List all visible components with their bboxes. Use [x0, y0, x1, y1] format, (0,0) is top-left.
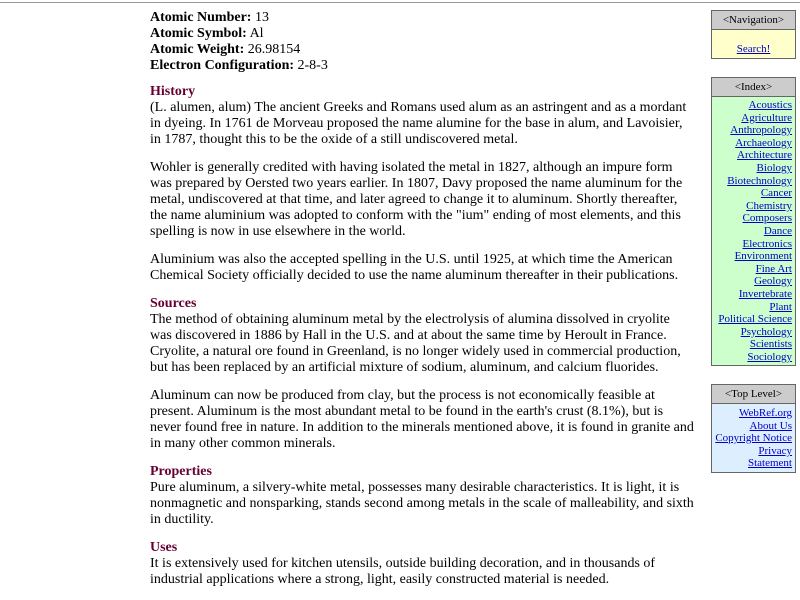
- index-item-link[interactable]: Archaeology: [735, 136, 792, 149]
- fact-atomic-number: Atomic Number: 13: [150, 10, 269, 25]
- index-item-link[interactable]: Biology: [756, 161, 792, 174]
- toplevel-item-link[interactable]: Privacy Statement: [748, 444, 792, 470]
- toplevel-header: <Top Level>: [712, 385, 795, 404]
- top-divider: [0, 2, 800, 3]
- fact-atomic-weight: Atomic Weight: 26.98154: [150, 42, 301, 57]
- properties-heading: Properties: [150, 464, 212, 479]
- navigation-box: [711, 10, 796, 59]
- search-link[interactable]: Search!: [736, 43, 771, 55]
- index-item-link[interactable]: Acoustics: [748, 99, 792, 111]
- index-item-link[interactable]: Cancer: [760, 187, 792, 200]
- index-box: [711, 77, 796, 366]
- toplevel-item-link[interactable]: WebRef.org: [739, 407, 792, 419]
- navigation-header: <Navigation>: [712, 11, 795, 30]
- index-item-link[interactable]: Fine Art: [755, 262, 792, 275]
- index-item-link[interactable]: Composers: [742, 212, 792, 225]
- toplevel-item-link[interactable]: About Us: [749, 419, 792, 432]
- fact-atomic-symbol: Atomic Symbol: Al: [150, 26, 264, 41]
- properties-section: [150, 464, 695, 528]
- history-paragraph: (L. alumen, alum) The ancient Greeks and Romans used alum as an astringent and as a mordant in dyeing. In 1761 de Morveau proposed the name alumine for the base in alum, and Lavoisier, in 1787, thought this to be the oxide of a still undiscovered metal.: [150, 100, 687, 147]
- index-item-link[interactable]: Political Science: [718, 313, 792, 326]
- index-list: [712, 97, 795, 365]
- index-item-link[interactable]: Architecture: [737, 149, 792, 162]
- index-item-link[interactable]: Plant: [769, 300, 792, 313]
- toplevel-box: [711, 384, 796, 473]
- navigation-body: [712, 30, 795, 58]
- index-item-link[interactable]: Scientists: [749, 338, 792, 351]
- uses-heading: Uses: [150, 540, 178, 555]
- sources-paragraph: The method of obtaining aluminum metal by the electrolysis of alumina dissolved in cryolite was discovered in 1886 by Hall in the U.S. and at about the same time by Heroult in France. Cryolite, a natural ore found in Greenland, is no longer widely used in commercial production, but has been replaced by an artificial mixture of sodium, aluminum, and calcium fluorides.: [150, 312, 681, 375]
- toplevel-item-link[interactable]: Copyright Notice: [715, 432, 792, 445]
- history-heading: History: [150, 84, 196, 99]
- index-header: <Index>: [712, 78, 795, 97]
- index-item-link[interactable]: Invertebrate: [738, 287, 792, 300]
- index-item-link[interactable]: Agriculture: [741, 111, 792, 124]
- index-item-link[interactable]: Biotechnology: [727, 174, 792, 187]
- history-paragraph: Aluminium was also the accepted spelling in the U.S. until 1925, at which time the American Chemical Society officially decided to use the name aluminum thereafter in their publications.: [150, 252, 679, 283]
- index-item-link[interactable]: Psychology: [740, 325, 792, 338]
- sources-section: [150, 296, 695, 452]
- fact-electron-configuration: Electron Configuration: 2-8-3: [150, 58, 328, 73]
- history-section: [150, 84, 695, 284]
- index-item-link[interactable]: Geology: [754, 275, 792, 288]
- sources-paragraph: Aluminum can now be produced from clay, but the process is not economically feasible at present. Aluminum is the most abundant metal to be found in the earth's crust (8.1%), but is never found free in nature. In addition to the minerals mentioned above, it is found in granite and in many other common minerals.: [150, 388, 694, 451]
- uses-section: [150, 540, 695, 588]
- properties-paragraph: Pure aluminum, a silvery-white metal, possesses many desirable characteristics. It is light, it is nonmagnetic and nonsparking, stands second among metals in the scale of malleability, and sixth in ductility.: [150, 480, 694, 527]
- index-item-link[interactable]: Anthropology: [730, 124, 792, 137]
- uses-paragraph: It is extensively used for kitchen utensils, outside building decoration, and in thousands of industrial applications where a strong, light, easily constructed material is needed.: [150, 556, 656, 587]
- index-item-link[interactable]: Sociology: [747, 350, 792, 363]
- index-item-link[interactable]: Chemistry: [746, 199, 792, 212]
- index-item-link[interactable]: Dance: [763, 224, 792, 237]
- sources-heading: Sources: [150, 296, 197, 311]
- toplevel-list: [712, 404, 795, 472]
- history-paragraph: Wohler is generally credited with having isolated the metal in 1827, although an impure form was prepared by Oersted two years earlier. In 1807, Davy proposed the name aluminum for the metal, undiscovered at that time, and later agreed to change it to aluminum. Shortly thereafter, the name aluminium was adopted to conform with the "ium" ending of most elements, and this spelling is now in use elsewhere in the world.: [150, 160, 683, 239]
- index-item-link[interactable]: Environment: [734, 250, 792, 263]
- article-content: [150, 10, 695, 600]
- index-item-link[interactable]: Electronics: [742, 237, 792, 250]
- element-facts: [150, 10, 695, 74]
